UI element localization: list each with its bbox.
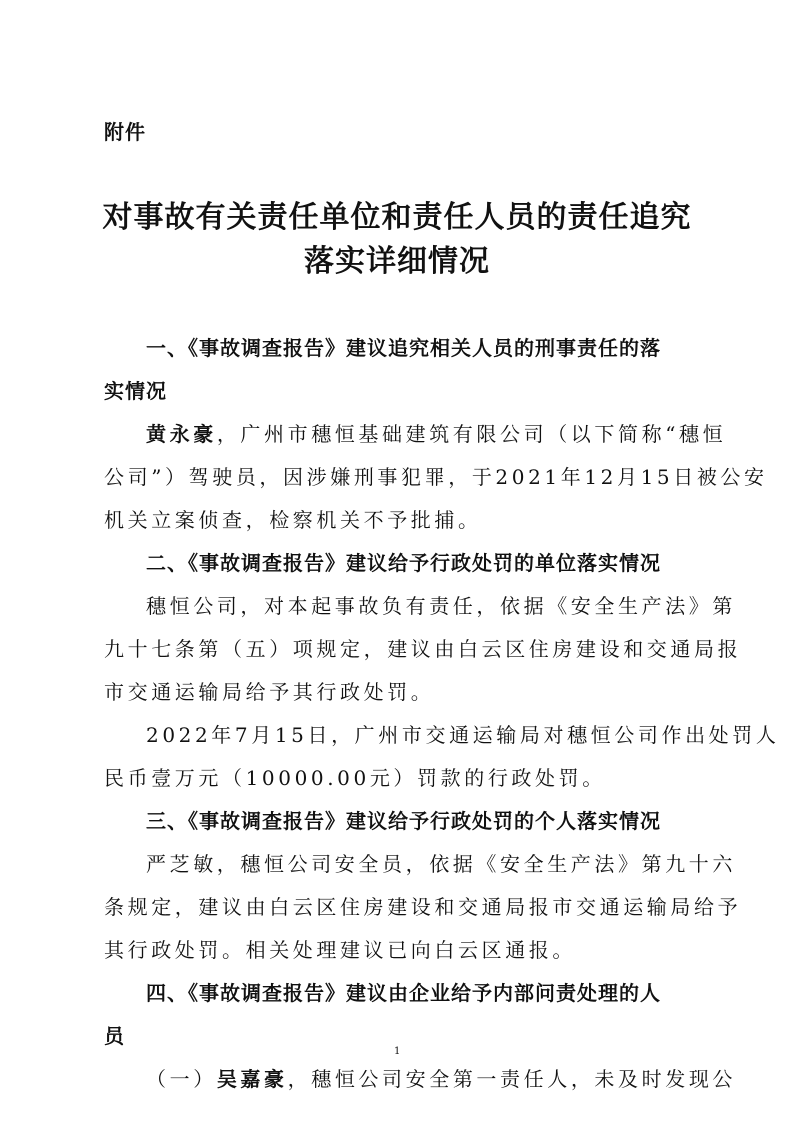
section-3-p1-line-2: 条规定，建议由白云区住房建设和交通局报市交通运输局给予 — [104, 895, 742, 919]
section-1-paragraph-line-2: 公司”）驾驶员，因涉嫌刑事犯罪，于2021年12月15日被公安 — [104, 465, 768, 489]
person-name: 吴嘉豪 — [216, 1067, 288, 1091]
section-2-p1-line-1: 穗恒公司，对本起事故负有责任，依据《安全生产法》第 — [146, 594, 736, 618]
section-4-heading-cont: 员 — [104, 1024, 125, 1048]
section-3-p1-line-1: 严芝敏，穗恒公司安全员，依据《安全生产法》第九十六 — [146, 852, 736, 876]
section-4-heading: 四、《事故调查报告》建议由企业给予内部问责处理的人 — [146, 981, 661, 1005]
section-1-paragraph-line-3: 机关立案侦查，检察机关不予批捕。 — [104, 508, 482, 532]
section-3-p1-line-3: 其行政处罚。相关处理建议已向白云区通报。 — [104, 938, 576, 962]
person-name: 黄永豪 — [146, 422, 217, 446]
section-1-heading: 一、《事故调查报告》建议追究相关人员的刑事责任的落 — [146, 336, 661, 360]
section-2-p2-line-1: 2022年7月15日，广州市交通运输局对穗恒公司作出处罚人 — [146, 723, 780, 747]
section-2-p2-line-2: 民币壹万元（10000.00元）罚款的行政处罚。 — [104, 766, 606, 790]
document-title-line-2: 落实详细情况 — [304, 244, 490, 279]
document-title-line-1: 对事故有关责任单位和责任人员的责任追究 — [102, 200, 692, 235]
attachment-label: 附件 — [104, 120, 146, 144]
section-1-heading-cont: 实情况 — [104, 379, 167, 403]
section-3-heading: 三、《事故调查报告》建议给予行政处罚的个人落实情况 — [146, 809, 661, 833]
page-number: 1 — [394, 1046, 401, 1057]
section-2-heading: 二、《事故调查报告》建议给予行政处罚的单位落实情况 — [146, 551, 661, 575]
section-2-p1-line-3: 市交通运输局给予其行政处罚。 — [104, 680, 435, 704]
section-1-paragraph-line-1: 黄永豪，广州市穗恒基础建筑有限公司（以下简称“穗恒 — [146, 422, 727, 446]
section-4-item-1: （一）吴嘉豪，穗恒公司安全第一责任人，未及时发现公 — [146, 1067, 737, 1091]
section-2-p1-line-2: 九十七条第（五）项规定，建议由白云区住房建设和交通局报 — [104, 637, 742, 661]
